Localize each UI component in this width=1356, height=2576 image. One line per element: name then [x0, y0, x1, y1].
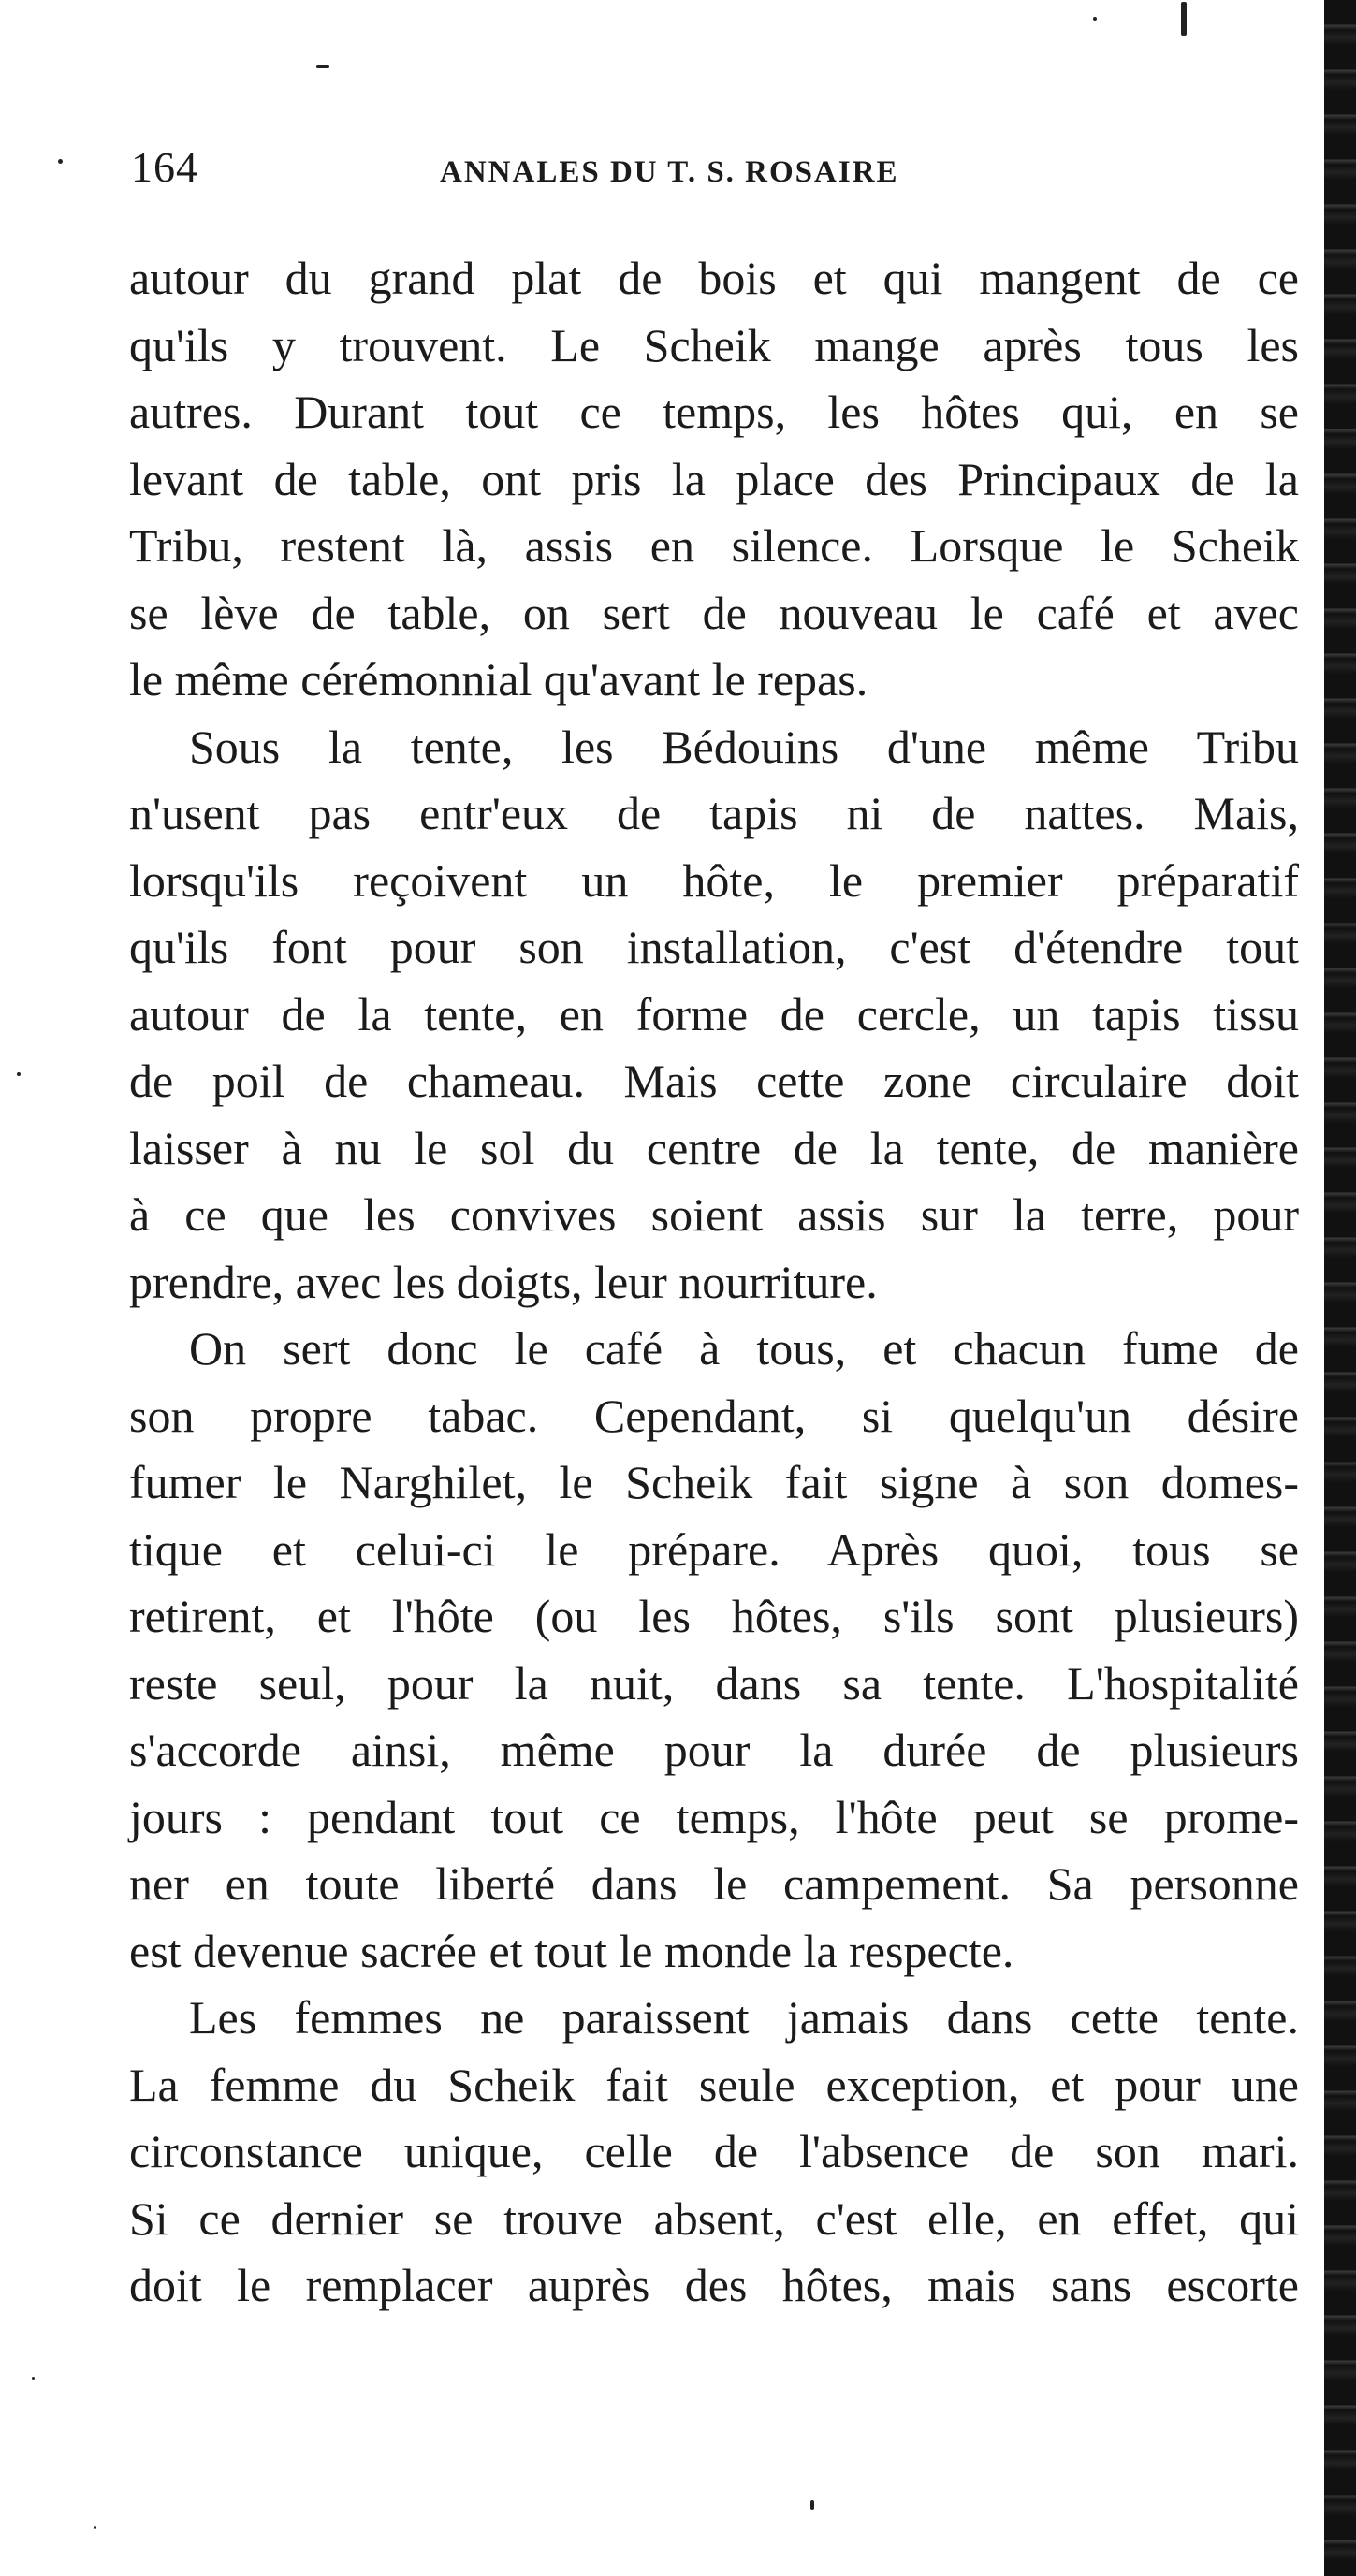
text-line: de poil de chameau. Mais cette zone circulaire doit — [129, 1055, 1299, 1107]
text-line: qu'ils y trouvent. Le Scheik mange après tous les — [129, 318, 1299, 371]
text-line: autour du grand plat de bois et qui mangent de ce — [129, 252, 1299, 304]
text-line: autres. Durant tout ce temps, les hôtes qui, en se — [129, 386, 1299, 438]
text-line: n'usent pas entr'eux de tapis ni de nattes. Mais, — [129, 787, 1299, 839]
scan-speck — [810, 2500, 814, 2510]
page-header — [131, 142, 1291, 198]
text-line: reste seul, pour la nuit, dans sa tente. L'hospitalité — [129, 1656, 1299, 1710]
text-line: Si ce dernier se trouve absent, c'est elle, en effet, qui — [129, 2191, 1299, 2245]
text-line: se lève de table, on sert de nouveau le café et avec — [129, 586, 1299, 639]
text-line: lorsqu'ils reçoivent un hôte, le premier préparatif — [129, 853, 1299, 907]
paragraph-1 — [129, 245, 1299, 714]
text-line: laisser à nu le sol du centre de la tente, de manière — [129, 1121, 1299, 1174]
text-line: autour de la tente, en forme de cercle, un tapis tissu — [129, 987, 1299, 1041]
scan-speck — [94, 2526, 96, 2529]
text-line: prendre, avec les doigts, leur nourriture. — [129, 1255, 878, 1308]
scan-speck — [58, 159, 63, 164]
paragraph-4 — [129, 1985, 1299, 2320]
text-line: La femme du Scheik fait seule exception, et pour une — [129, 2058, 1299, 2111]
text-line: Sous la tente, les Bédouins d'une même Tribu — [189, 720, 1299, 773]
text-line: à ce que les convives soient assis sur la terre, pour — [129, 1188, 1299, 1241]
text-line: tique et celui-ci le prépare. Après quoi, tous se — [129, 1522, 1299, 1576]
text-line: le même cérémonnial qu'avant le repas. — [129, 653, 868, 706]
text-line: retirent, et l'hôte (ou les hôtes, s'ils sont plusieurs) — [129, 1590, 1299, 1642]
text-line: son propre tabac. Cependant, si quelqu'un désire — [129, 1389, 1299, 1442]
text-line: levant de table, ont pris la place des Principaux de la — [129, 452, 1299, 505]
text-line: Les femmes ne paraissent jamais dans cette tente. — [189, 1991, 1299, 2044]
text-line: On sert donc le café à tous, et chacun fume de — [189, 1322, 1299, 1375]
text-line: jours : pendant tout ce temps, l'hôte peut se prome- — [129, 1790, 1299, 1843]
paragraph-2 — [129, 714, 1299, 1317]
page-number: 164 — [131, 143, 198, 191]
text-line: circonstance unique, celle de l'absence de son mari. — [129, 2125, 1299, 2177]
paragraph-3 — [129, 1316, 1299, 1985]
scan-speck — [1181, 2, 1187, 36]
text-line: fumer le Narghilet, le Scheik fait signe à son domes- — [129, 1456, 1299, 1508]
text-line: doit le remplacer auprès des hôtes, mais sans escorte — [129, 2259, 1299, 2311]
scan-speck — [17, 1072, 21, 1076]
scan-speck — [316, 65, 329, 68]
scan-speck — [1093, 17, 1097, 21]
body-text — [129, 245, 1299, 2320]
running-head: ANNALES DU T. S. ROSAIRE — [440, 155, 899, 189]
text-line: ner en toute liberté dans le campement. Sa personne — [129, 1857, 1299, 1910]
text-line: qu'ils font pour son installation, c'est d'étendre tout — [129, 921, 1299, 973]
text-line: Tribu, restent là, assis en silence. Lorsque le Scheik — [129, 519, 1299, 572]
text-line: s'accorde ainsi, même pour la durée de plusieurs — [129, 1724, 1299, 1776]
scanned-page-edge — [1324, 0, 1356, 2576]
text-line: est devenue sacrée et tout le monde la respecte. — [129, 1924, 1014, 1977]
scan-speck — [32, 2377, 35, 2380]
